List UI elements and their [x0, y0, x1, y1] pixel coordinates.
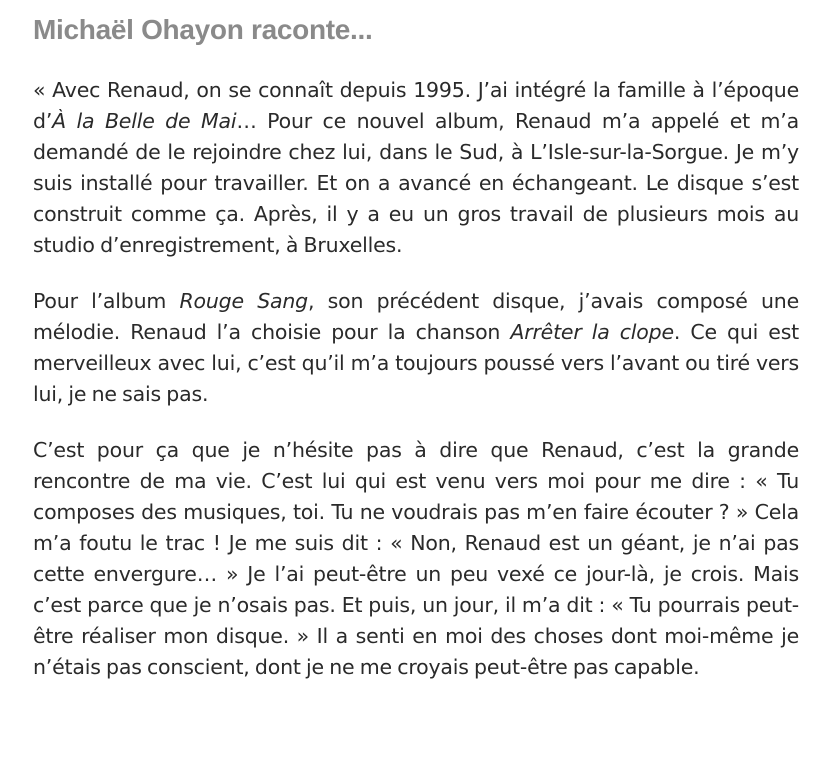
- paragraph-1: [33, 75, 799, 261]
- paragraph-2-text-start: Pour l’album: [33, 289, 180, 313]
- paragraph-3: C’est pour ça que je n’hésite pas à dire que Renaud, c’est la grande rencontre de ma vie. C’est lui qui est venu vers moi pour me dire : « Tu composes des musiques, toi. Tu ne voudrais pas m’en faire écouter ? » Cela m’a foutu le trac ! Je me suis dit : « Non, Renaud est un géant, je n’ai pas cette envergure… » Je l’ai peut-être un peu vexé ce jour-là, je crois. Mais c’est parce que je n’osais pas. Et puis, un jour, il m’a dit : « Tu pourrais peut-être réaliser mon disque. » Il a senti en moi des choses dont moi-même je n’étais pas conscient, dont je ne me croyais peut-être pas capable.: [33, 438, 799, 679]
- album-title-a-la-belle-de-mai: À la Belle de Mai: [52, 109, 237, 133]
- song-title-arreter-la-clope: Arrêter la clope: [510, 320, 674, 344]
- paragraph-2-text-middle: , son précédent disque, j’avais composé une mélodie. Renaud l’a choisie pour la chanson: [33, 289, 799, 344]
- article: [33, 10, 799, 683]
- album-title-rouge-sang: Rouge Sang: [179, 289, 308, 313]
- paragraph-2: [33, 286, 799, 410]
- paragraph-2-text-end: . Ce qui est merveilleux avec lui, c’est qu’il m’a toujours poussé vers l’avant ou tiré vers lui, je ne sais pas.: [33, 320, 800, 406]
- paragraph-1-text-end: … Pour ce nouvel album, Renaud m’a appelé et m’a demandé de le rejoindre chez lui, dans le Sud, à L’Isle-sur-la-Sorgue. Je m’y suis installé pour travailler. Et on a avancé en échangeant. Le disque s’est construit comme ça. Après, il y a eu un gros travail de plusieurs mois au studio d’enregistrement, à Bruxelles.: [33, 109, 799, 257]
- article-title: Michaël Ohayon raconte...: [33, 14, 373, 45]
- paragraph-1-text-start: « Avec Renaud, on se connaît depuis 1995. J’ai intégré la famille à l’époque d’: [33, 78, 799, 133]
